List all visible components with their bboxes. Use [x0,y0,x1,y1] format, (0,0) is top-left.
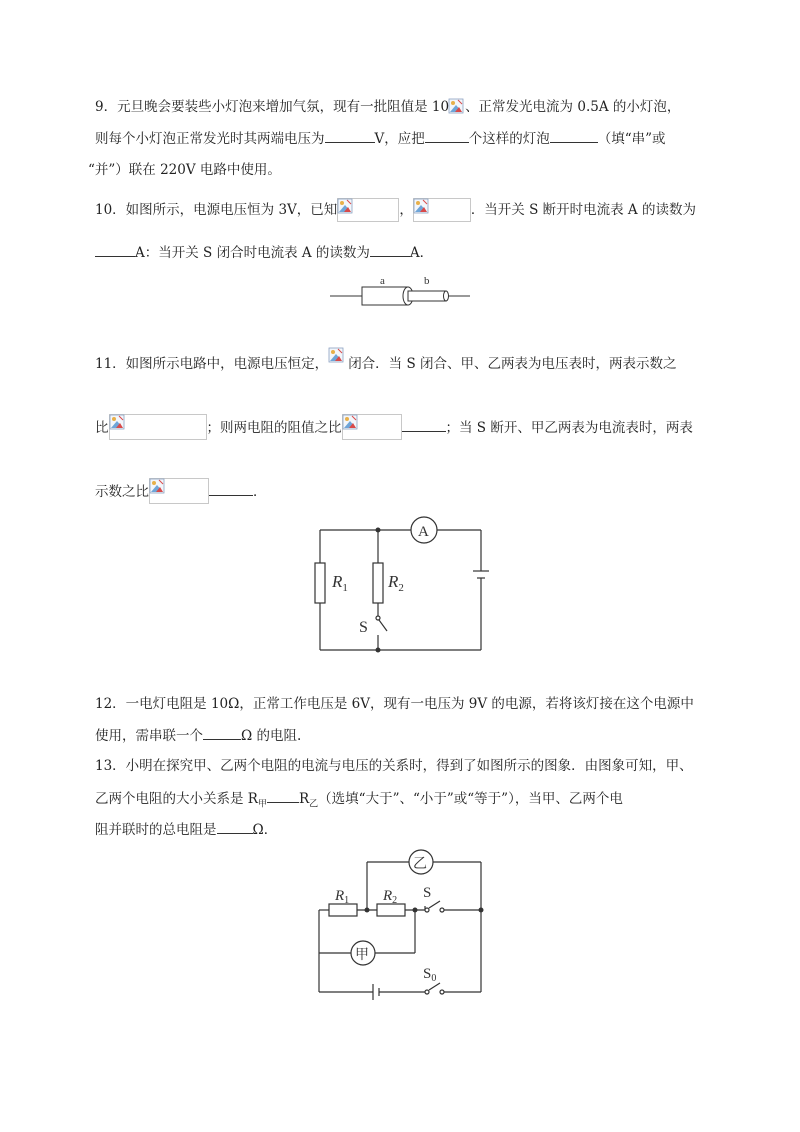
q9-text: 、正常发光电流为 0.5A 的小灯泡， [465,99,681,115]
s0-letter: S [423,966,432,982]
q13-line2 [95,788,623,815]
q12-line1 [95,694,694,714]
q12-text: 使用，需串联一个 [95,728,203,744]
q10-text: A：当开关 S 闭合时电流表 A 的读数为 [135,245,370,261]
q11-text: ；则两电阻的阻值之比 [206,420,342,436]
broken-image-icon [337,198,399,222]
answer-blank[interactable] [402,417,446,432]
switch-label: S [359,619,368,636]
r2-letter: R [383,888,393,904]
q12-text: 12．一电灯电阻是 10Ω，正常工作电压是 6V，现有一电压为 9V 的电源，若将该灯接在这个电源中 [95,696,694,712]
r1-subscript: 1 [342,582,348,594]
q13-line1 [95,756,693,776]
r2-letter: R [388,572,399,591]
r2-subscript: 2 [392,895,398,906]
label-b: b [424,275,430,287]
q12-text: Ω 的电阻. [241,728,302,744]
answer-blank[interactable] [95,242,135,257]
s0-subscript: 0 [431,973,437,984]
q10-line1 [95,198,696,222]
q13-text: R [298,791,310,807]
broken-image-icon [342,414,402,440]
q10-text: ．当开关 S 断开时电流表 A 的读数为 [470,202,696,218]
circuit-figure-q13 [315,850,495,1000]
q11-line2 [95,414,693,440]
answer-blank[interactable] [550,128,598,143]
answer-blank[interactable] [209,481,253,496]
r1-letter: R [332,572,343,591]
broken-image-icon [149,478,209,504]
q13-text: 阻并联时的总电阻是 [95,822,217,838]
q12-line2 [95,725,301,746]
q10-text: A． [409,245,434,261]
q9-line2 [95,128,666,149]
r2-label [382,888,397,906]
q9-text: 9．元旦晚会要装些小灯泡来增加气氛，现有一批阻值是 10 [95,99,450,115]
q10-text: 10．如图所示，电源电压恒为 3V，已知 [95,202,338,218]
r2-subscript: 2 [398,582,404,594]
q9-line1 [95,97,680,121]
q11-text: ；当 S 断开、甲乙两表为电流表时，两表 [445,420,693,436]
q11-line1 [95,352,677,376]
q11-text: 示数之比 [95,484,149,500]
r1-subscript: 1 [344,895,350,906]
q9-text: （填“串”或 [597,131,666,147]
q9-text: 个这样的灯泡 [468,131,550,147]
r1-letter: R [335,888,345,904]
q10-line2 [95,242,433,263]
broken-image-icon [413,198,471,222]
label-a: a [380,275,385,287]
q13-line3 [95,819,277,840]
conductor-figure [330,275,470,309]
ammeter-label: A [418,524,429,540]
q9-text: V，应把 [374,131,425,147]
q13-text: 13．小明在探究甲、乙两个电阻的电流与电压的关系时，得到了如图所示的图象．由图象可知，甲、 [95,758,693,774]
answer-blank[interactable] [203,725,241,740]
switch-s0-label [423,966,436,984]
answer-blank[interactable] [217,819,253,834]
r1-label [334,888,349,906]
answer-blank[interactable] [267,788,299,803]
q9-line3 [88,160,281,180]
q11-text: 11．如图所示电路中，电源电压恒定， [95,356,329,372]
meter-jia-label: 甲 [355,948,369,963]
answer-blank[interactable] [370,242,410,257]
q11-text: 闭合．当 S 闭合、甲、乙两表为电压表时，两表示数之 [348,356,677,372]
switch-s-label: S [423,885,432,901]
broken-image-icon [109,414,207,440]
meter-yi-label: 乙 [413,857,427,872]
q11-line3 [95,478,267,504]
q9-text: 则每个小灯泡正常发光时其两端电压为 [95,131,325,147]
answer-blank[interactable] [425,128,469,143]
subscript-yi: 乙 [309,799,319,810]
circuit-figure-q11 [315,518,495,658]
q13-text: （选填“大于”、“小于”或“等于”），当甲、乙两个电 [318,791,623,807]
r2-label [387,572,404,594]
q10-text: ， [399,202,413,218]
answer-blank[interactable] [325,128,375,143]
q13-text: 乙两个电阻的大小关系是 R [95,791,258,807]
r1-label [331,572,348,594]
q11-text: ． [253,484,267,500]
q13-text: Ω． [252,822,278,838]
broken-image-icon [449,99,465,121]
q9-text: “并”）联在 220V 电路中使用。 [88,162,281,178]
broken-image-icon [328,352,348,376]
q11-text: 比 [95,420,109,436]
subscript-jia: 甲 [257,799,267,810]
